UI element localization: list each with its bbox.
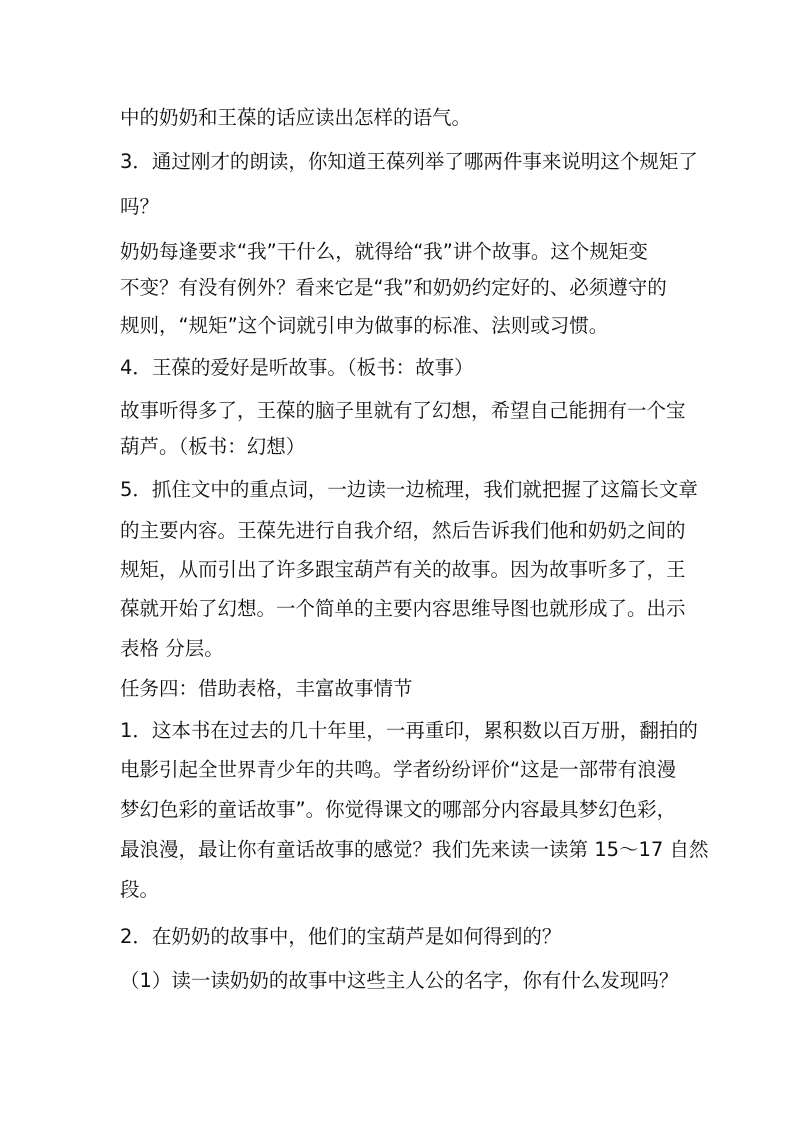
text-line: 葆就开始了幻想。一个简单的主要内容思维导图也就形成了。出示 bbox=[120, 597, 686, 620]
text-line: 葫芦。（板书：幻想） bbox=[120, 435, 306, 458]
text-line: 的主要内容。王葆先进行自我介绍，然后告诉我们他和奶奶之间的 bbox=[120, 519, 686, 542]
text-line: 4．王葆的爱好是听故事。（板书：故事） bbox=[120, 356, 474, 379]
section-heading: 任务四：借助表格，丰富故事情节 bbox=[120, 677, 413, 700]
text-line: 梦幻色彩的童话故事”。你觉得课文的哪部分内容最具梦幻色彩， bbox=[120, 798, 677, 821]
text-line: 不变？有没有例外？看来它是“我”和奶奶约定好的、必须遵守的 bbox=[120, 276, 667, 299]
text-line: 电影引起全世界青少年的共鸣。学者纷纷评价“这是一部带有浪漫 bbox=[120, 758, 677, 781]
text-line: 故事听得多了，王葆的脑子里就有了幻想，希望自己能拥有一个宝 bbox=[120, 399, 686, 422]
text-line: 奶奶每逢要求“我”干什么，就得给“我”讲个故事。这个规矩变 bbox=[120, 240, 648, 263]
text-line: 3．通过刚才的朗读，你知道王葆列举了哪两件事来说明这个规矩了 bbox=[120, 150, 698, 173]
text-line: 最浪漫，最让你有童话故事的感觉？我们先来读一读第 15～17 自然 bbox=[120, 838, 709, 861]
text-line: 1．这本书在过去的几十年里，一再重印，累积数以百万册，翻拍的 bbox=[120, 719, 698, 742]
text-line: 吗？ bbox=[120, 195, 160, 218]
text-line: 5．抓住文中的重点词，一边读一边梳理，我们就把握了这篇长文章 bbox=[120, 478, 698, 501]
text-line: 规则，“规矩”这个词就引申为做事的标准、法则或习惯。 bbox=[120, 314, 609, 337]
text-line: 2．在奶奶的故事中，他们的宝葫芦是如何得到的？ bbox=[120, 925, 562, 948]
text-line: 规矩，从而引出了许多跟宝葫芦有关的故事。因为故事听多了，王 bbox=[120, 558, 686, 581]
text-line: （1）读一读奶奶的故事中这些主人公的名字，你有什么发现吗？ bbox=[120, 969, 679, 992]
text-line: 中的奶奶和王葆的话应读出怎样的语气。 bbox=[120, 106, 472, 129]
text-line: 表格 分层。 bbox=[120, 637, 224, 660]
text-line: 段。 bbox=[120, 878, 160, 901]
